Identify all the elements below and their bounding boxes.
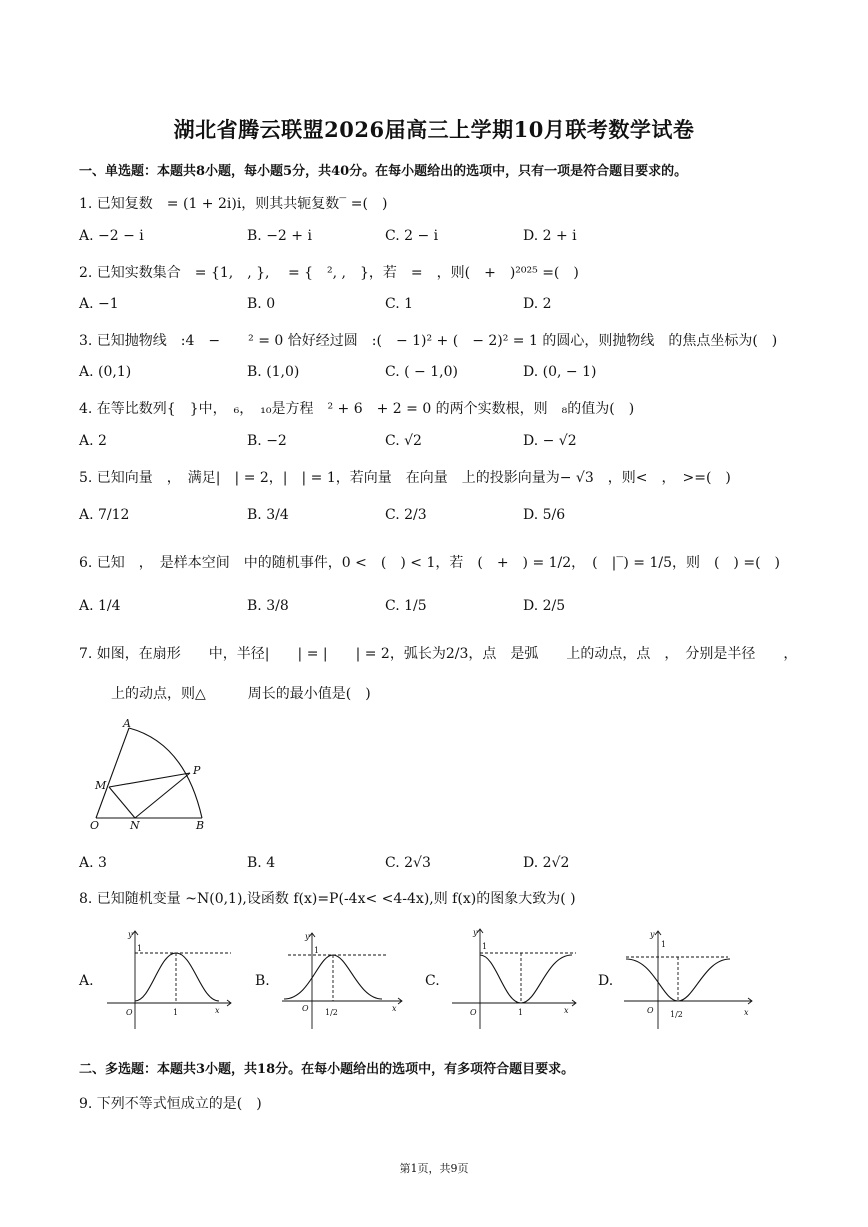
- graph-d-one-label: 1: [661, 940, 667, 949]
- graph-c-x-label: x: [564, 1006, 569, 1015]
- question-8-option-a-label: A.: [79, 973, 94, 989]
- question-5-option-a: A. 7/12: [79, 507, 130, 523]
- question-4-option-a: A. 2: [79, 433, 107, 449]
- label-p: P: [193, 764, 201, 777]
- question-1-option-a: A. −2 − i: [79, 228, 144, 244]
- graph-a-origin: O: [126, 1008, 133, 1017]
- graph-a-y-label: y: [128, 930, 133, 939]
- page-title: 湖北省腾云联盟2026届高三上学期10月联考数学试卷: [173, 117, 695, 142]
- question-6-option-a: A. 1/4: [79, 598, 121, 614]
- graph-c-one-label: 1: [482, 942, 488, 951]
- question-7-option-d: D. 2√2: [523, 855, 570, 871]
- label-m: M: [95, 779, 107, 792]
- question-5-option-d: D. 5/6: [523, 507, 566, 523]
- section-2-heading: 二、多选题：本题共3小题，共18分。在每小题给出的选项中，有多项符合题目要求。: [79, 1062, 575, 1077]
- question-5-option-b: B. 3/4: [247, 507, 289, 523]
- question-4-stem: 4. 在等比数列{ }中， ₆， ₁₀是方程 ² + 6 + 2 = 0 的两个实数根，则 ₈的值为( ): [79, 401, 635, 417]
- question-3-option-d: D. (0, − 1): [523, 364, 597, 380]
- graph-b: [278, 925, 408, 1035]
- question-2-stem: 2. 已知实数集合 = {1, , }, = { ², , }，若 = ，则( + )²⁰²⁵ =( ): [79, 265, 579, 281]
- question-1-option-b: B. −2 + i: [247, 228, 312, 244]
- question-8-option-d-label: D.: [598, 973, 614, 989]
- page-footer: 第1页，共9页: [399, 1162, 469, 1175]
- question-6-option-c: C. 1/5: [385, 598, 427, 614]
- graph-b-x-label: x: [392, 1004, 397, 1013]
- section-1-heading: 一、单选题：本题共8小题，每小题5分，共40分。在每小题给出的选项中，只有一项是符合题目要求的。: [79, 164, 688, 179]
- arc-ab: [129, 728, 202, 818]
- label-o: O: [90, 819, 100, 832]
- label-b: B: [196, 819, 205, 832]
- label-n: N: [130, 819, 140, 832]
- question-3-stem: 3. 已知抛物线 :4 − ² = 0 恰好经过圆 :( − 1)² + ( − 2)² = 1 的圆心，则抛物线 的焦点坐标为( ): [79, 333, 778, 349]
- question-4-option-d: D. − √2: [523, 433, 577, 449]
- segment-mp: [109, 773, 190, 787]
- question-6-option-b: B. 3/8: [247, 598, 289, 614]
- question-7-stem: 7. 如图，在扇形 中，半径| | = | | = 2，弧长为2/3，点 是弧 上的动点，点 ， 分别是半径 ，: [79, 646, 798, 662]
- graph-c-x-tick: 1: [518, 1008, 524, 1017]
- graph-c: [448, 925, 583, 1035]
- graph-a-one-label: 1: [137, 944, 143, 953]
- question-7-option-c: C. 2√3: [385, 855, 431, 871]
- graph-c-y-label: y: [473, 928, 478, 937]
- sector-figure: [85, 718, 215, 833]
- question-8-stem: 8. 已知随机变量 ~N(0,1),设函数 f(x)=P(-4x< <4-4x),则 f(x)的图象大致为( ): [79, 891, 576, 907]
- question-5-option-c: C. 2/3: [385, 507, 427, 523]
- graph-a: [103, 925, 238, 1035]
- question-3-option-c: C. ( − 1,0): [385, 364, 458, 380]
- question-3-option-b: B. (1,0): [247, 364, 300, 380]
- graph-b-one-label: 1: [314, 946, 320, 955]
- graph-d-x-label: x: [744, 1008, 749, 1017]
- question-9-stem: 9. 下列不等式恒成立的是( ): [79, 1096, 262, 1112]
- graph-b-y-label: y: [305, 932, 310, 941]
- question-6-stem: 6. 已知 ， 是样本空间 中的随机事件，0 < ( ) < 1，若 ( + ) = 1/2， ( |‾) = 1/5，则 ( ) =( ): [79, 555, 781, 571]
- question-1-stem: 1. 已知复数 = (1 + 2i)i，则其共轭复数‾ =( ): [79, 196, 388, 212]
- question-7-stem-continued: 上的动点，则△ 周长的最小值是( ): [97, 686, 371, 702]
- graph-a-x-tick: 1: [173, 1008, 179, 1017]
- question-6-option-d: D. 2/5: [523, 598, 566, 614]
- graph-d-x-tick: 1/2: [670, 1010, 683, 1019]
- question-2-option-a: A. −1: [79, 296, 119, 312]
- question-8-option-b-label: B.: [255, 973, 270, 989]
- question-2-option-b: B. 0: [247, 296, 276, 312]
- question-8-option-c-label: C.: [425, 973, 440, 989]
- segment-np: [135, 773, 190, 818]
- question-2-option-d: D. 2: [523, 296, 552, 312]
- graph-c-origin: O: [470, 1008, 477, 1017]
- graph-d-y-label: y: [650, 930, 655, 939]
- question-7-option-a: A. 3: [79, 855, 107, 871]
- graph-b-origin: O: [302, 1004, 309, 1013]
- segment-mn: [109, 787, 135, 818]
- label-a: A: [123, 717, 131, 730]
- question-2-option-c: C. 1: [385, 296, 414, 312]
- question-4-option-c: C. √2: [385, 433, 422, 449]
- question-1-option-c: C. 2 − i: [385, 228, 439, 244]
- question-4-option-b: B. −2: [247, 433, 287, 449]
- graph-b-x-tick: 1/2: [325, 1008, 338, 1017]
- graph-a-x-label: x: [215, 1006, 220, 1015]
- question-5-stem: 5. 已知向量 ， 满足| | = 2，| | = 1，若向量 在向量 上的投影向量为− √3 ，则< ， >=( ): [79, 470, 731, 486]
- question-3-option-a: A. (0,1): [79, 364, 132, 380]
- graph-d-origin: O: [647, 1006, 654, 1015]
- graph-d: [620, 925, 760, 1035]
- question-7-option-b: B. 4: [247, 855, 276, 871]
- question-1-option-d: D. 2 + i: [523, 228, 577, 244]
